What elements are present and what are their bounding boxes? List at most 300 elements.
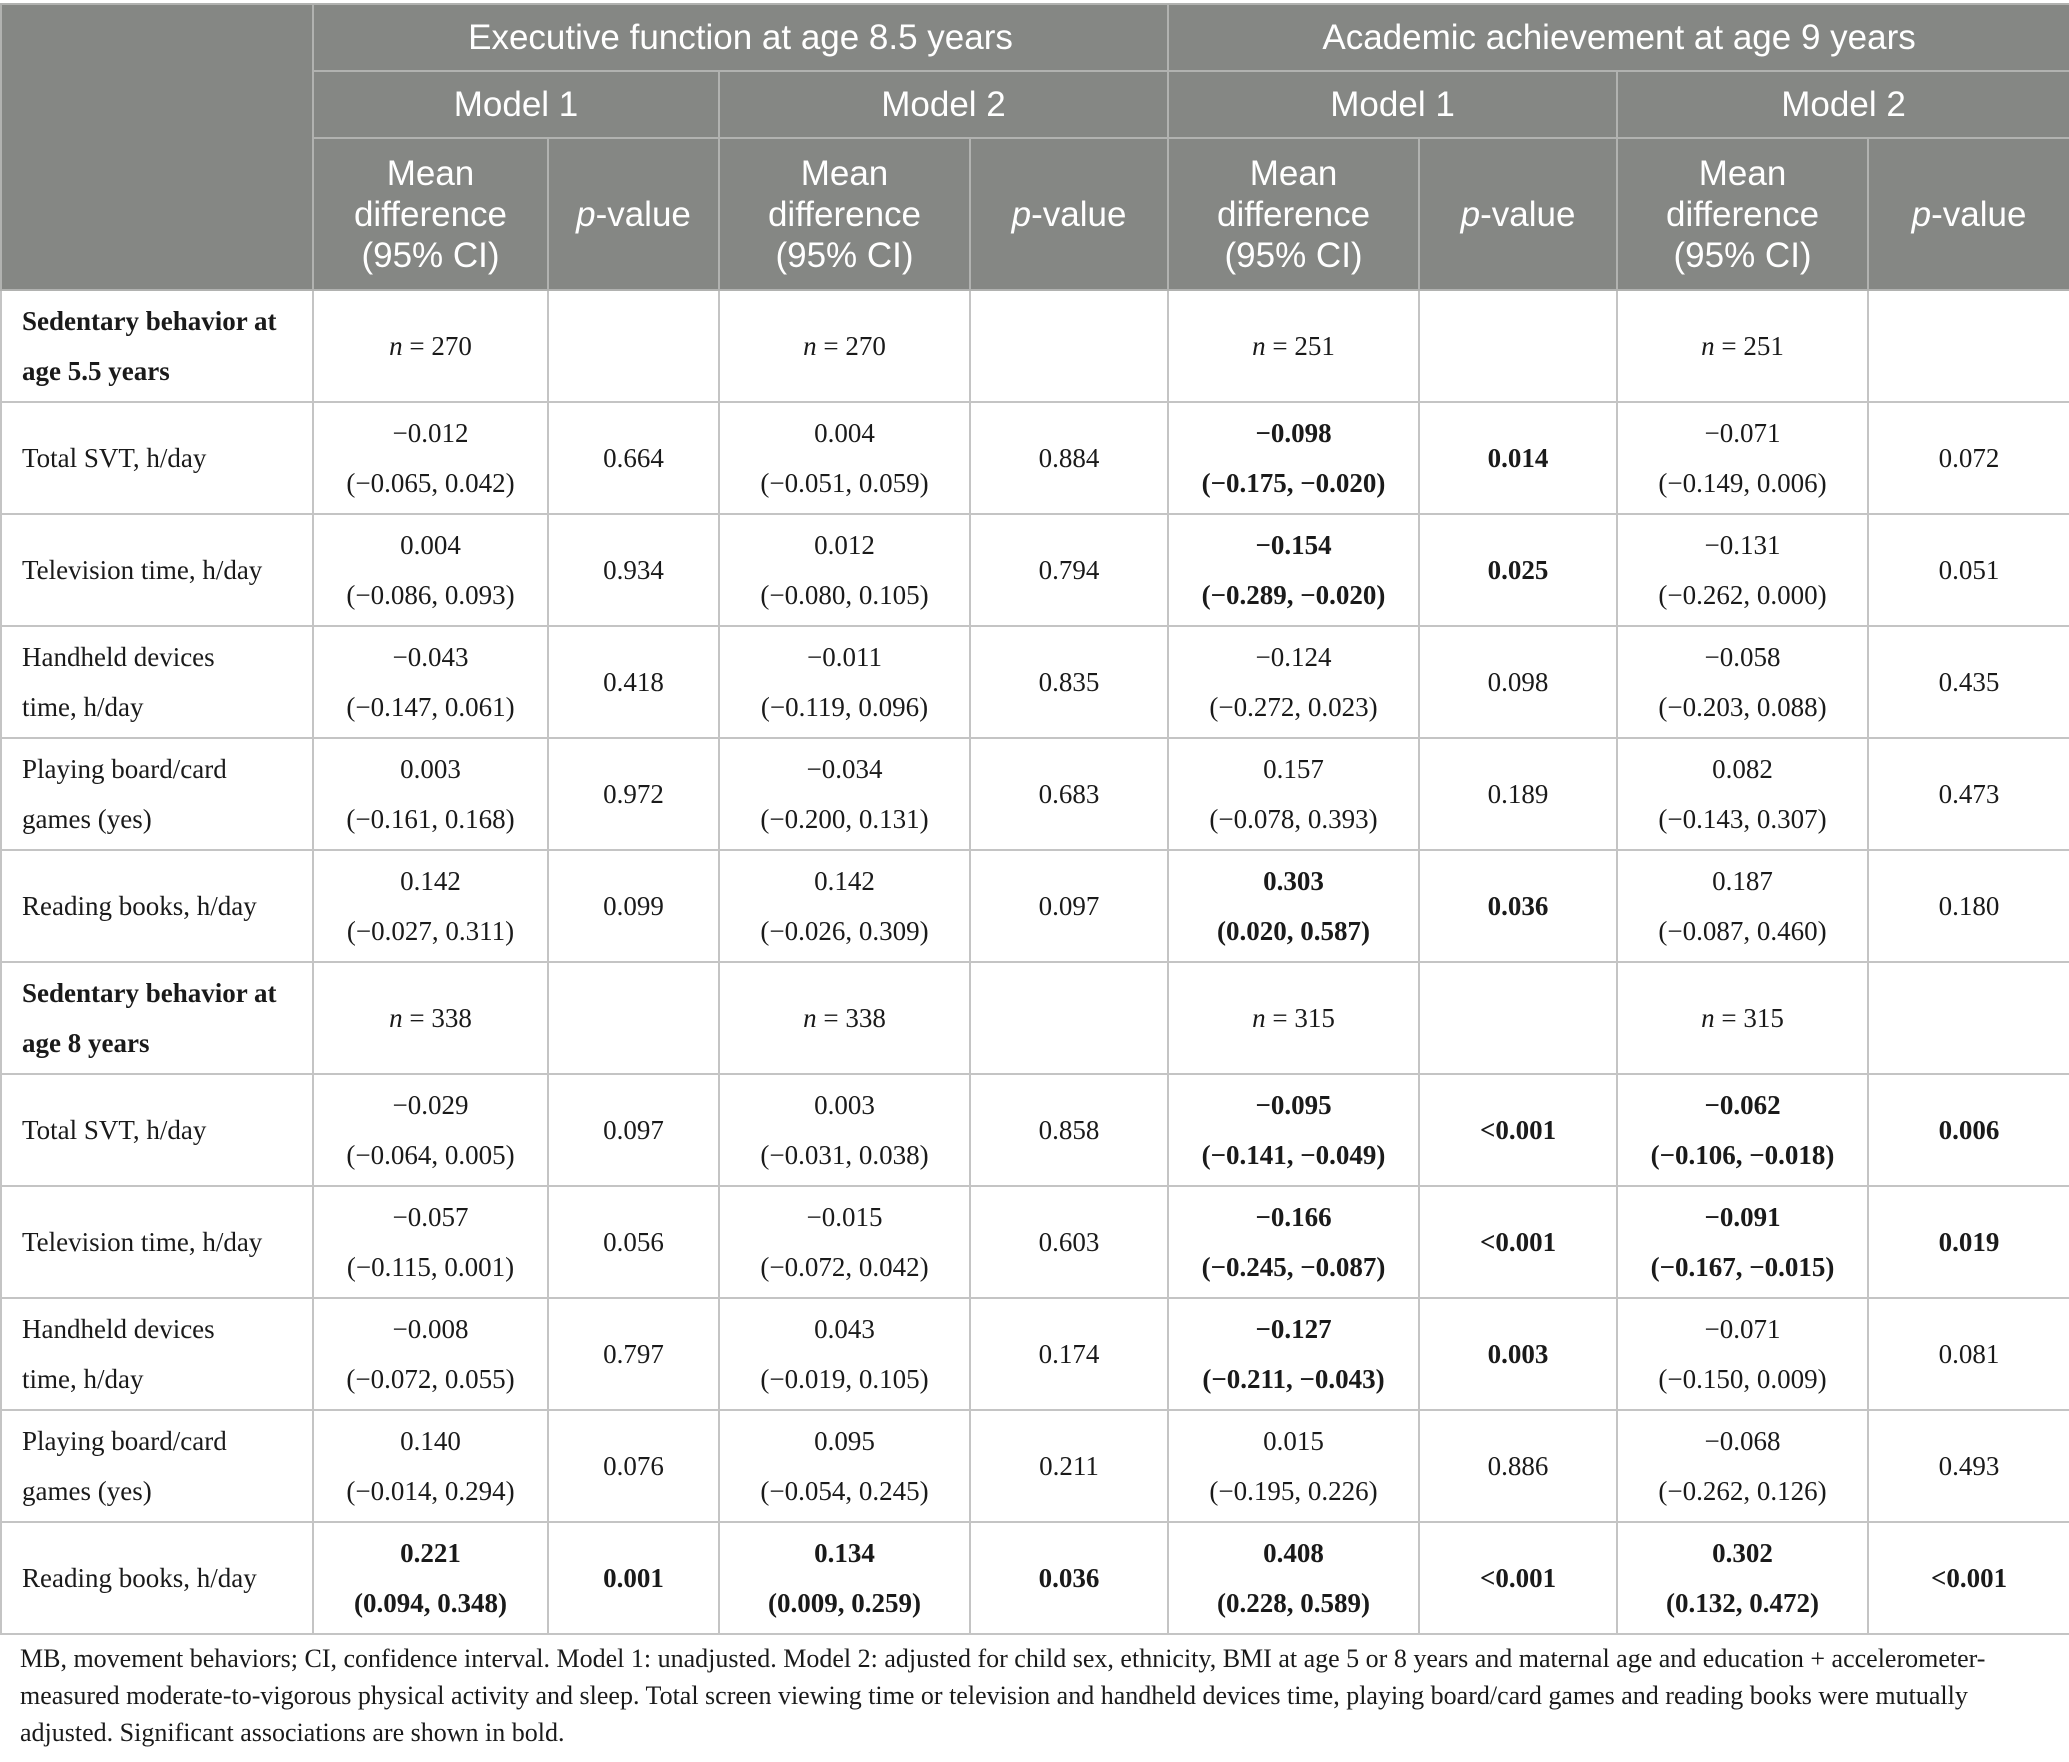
estimate-cell <box>719 1410 970 1522</box>
section-header-row <box>1 290 2069 402</box>
mean-difference: 0.015 <box>1263 1426 1324 1456</box>
confidence-interval: (−0.141, −0.049) <box>1201 1140 1386 1170</box>
p-value: 0.211 <box>1039 1451 1099 1481</box>
confidence-interval: (−0.019, 0.105) <box>760 1364 929 1394</box>
mean-difference: −0.029 <box>392 1090 469 1120</box>
mean-difference: −0.062 <box>1704 1090 1781 1120</box>
estimate-cell <box>1617 850 1868 962</box>
empty-cell <box>970 962 1168 1074</box>
mean-difference-header-line: difference <box>767 194 922 234</box>
row-label-line: Handheld devices <box>22 642 215 672</box>
empty-cell <box>1419 962 1617 1074</box>
p-value: 0.180 <box>1938 891 2000 921</box>
p-value: 0.072 <box>1938 443 2000 473</box>
p-value-cell <box>1419 1410 1617 1522</box>
mean-difference-header <box>313 138 548 290</box>
mean-difference: −0.043 <box>392 642 469 672</box>
confidence-interval: (−0.245, −0.087) <box>1201 1252 1386 1282</box>
row-label-line: Television time, h/day <box>22 555 263 585</box>
p-value: 0.014 <box>1487 443 1549 473</box>
confidence-interval: (−0.078, 0.393) <box>1209 804 1378 834</box>
estimate-cell <box>719 1186 970 1298</box>
confidence-interval: (−0.211, −0.043) <box>1202 1364 1385 1394</box>
p-value-cell <box>970 1298 1168 1410</box>
estimate-cell <box>313 1074 548 1186</box>
p-value: 0.493 <box>1938 1451 2000 1481</box>
estimate-cell <box>719 1074 970 1186</box>
estimate-cell <box>1168 1298 1419 1410</box>
p-value: 0.664 <box>603 443 664 473</box>
p-value: 0.934 <box>603 555 664 585</box>
p-value-cell <box>548 1410 719 1522</box>
p-value: 0.098 <box>1487 667 1549 697</box>
confidence-interval: (−0.065, 0.042) <box>346 468 515 498</box>
empty-cell <box>548 290 719 402</box>
table-row <box>1 1410 2069 1522</box>
estimate-cell <box>1168 1186 1419 1298</box>
confidence-interval: (−0.149, 0.006) <box>1658 468 1827 498</box>
mean-difference: −0.154 <box>1255 530 1332 560</box>
mean-difference: 0.302 <box>1712 1538 1773 1568</box>
p-value-cell <box>548 1186 719 1298</box>
mean-difference: −0.034 <box>806 754 883 784</box>
estimate-cell <box>719 626 970 738</box>
estimate-cell <box>1168 514 1419 626</box>
confidence-interval: (−0.272, 0.023) <box>1209 692 1378 722</box>
mean-difference: 0.134 <box>814 1538 875 1568</box>
estimate-cell <box>719 1298 970 1410</box>
p-value: 0.797 <box>603 1339 664 1369</box>
p-value-cell <box>1868 626 2069 738</box>
p-value: 0.056 <box>603 1227 664 1257</box>
empty-cell <box>1868 290 2069 402</box>
mean-difference-header-line: (95% CI) <box>1673 235 1812 275</box>
confidence-interval: (−0.014, 0.294) <box>346 1476 515 1506</box>
row-label <box>1 1074 313 1186</box>
p-value-cell <box>1419 514 1617 626</box>
p-value-cell <box>1419 402 1617 514</box>
confidence-interval: (−0.262, 0.000) <box>1658 580 1827 610</box>
row-label-line: Handheld devices <box>22 1314 215 1344</box>
p-value: <0.001 <box>1479 1115 1557 1145</box>
p-value-cell <box>970 1074 1168 1186</box>
estimate-cell <box>719 850 970 962</box>
row-label-line: Reading books, h/day <box>22 891 257 921</box>
p-value-header <box>1868 138 2069 290</box>
empty-cell <box>1868 962 2069 1074</box>
group-header-academic: Academic achievement at age 9 years <box>1168 4 2069 71</box>
mean-difference: 0.082 <box>1712 754 1773 784</box>
table-body <box>1 290 2069 1634</box>
p-value-cell <box>1868 1298 2069 1410</box>
row-label-line: time, h/day <box>22 1364 144 1394</box>
p-value: 0.003 <box>1487 1339 1549 1369</box>
confidence-interval: (−0.150, 0.009) <box>1658 1364 1827 1394</box>
mean-difference: 0.003 <box>400 754 461 784</box>
estimate-cell <box>1617 1186 1868 1298</box>
p-value: 0.081 <box>1938 1339 2000 1369</box>
mean-difference: −0.068 <box>1704 1426 1781 1456</box>
mean-difference-header <box>1168 138 1419 290</box>
p-value-cell <box>970 1410 1168 1522</box>
row-label-line: Reading books, h/day <box>22 1563 257 1593</box>
p-value: 0.972 <box>603 779 664 809</box>
mean-difference: 0.142 <box>400 866 461 896</box>
confidence-interval: (0.009, 0.259) <box>768 1588 921 1618</box>
estimate-cell <box>1168 850 1419 962</box>
p-value-cell <box>970 1522 1168 1634</box>
mean-difference: −0.011 <box>807 642 882 672</box>
model-header: Model 1 <box>313 71 719 138</box>
confidence-interval: (0.228, 0.589) <box>1217 1588 1371 1618</box>
confidence-interval: (−0.262, 0.126) <box>1658 1476 1827 1506</box>
p-value-cell <box>548 738 719 850</box>
estimate-cell <box>1168 626 1419 738</box>
table-row <box>1 1522 2069 1634</box>
p-value-header <box>970 138 1168 290</box>
confidence-interval: (−0.115, 0.001) <box>346 1252 515 1282</box>
sample-size-cell <box>313 290 548 402</box>
confidence-interval: (−0.289, −0.020) <box>1201 580 1386 610</box>
confidence-interval: (−0.087, 0.460) <box>1658 916 1827 946</box>
sample-size-cell <box>719 962 970 1074</box>
table-row <box>1 1186 2069 1298</box>
estimate-cell <box>313 850 548 962</box>
sample-size: n = 315 <box>1252 1003 1335 1033</box>
mean-difference: −0.098 <box>1255 418 1332 448</box>
estimate-cell <box>719 738 970 850</box>
mean-difference: 0.004 <box>400 530 461 560</box>
p-value-cell <box>1419 1074 1617 1186</box>
row-label <box>1 402 313 514</box>
mean-difference: 0.303 <box>1263 866 1324 896</box>
confidence-interval: (−0.203, 0.088) <box>1658 692 1827 722</box>
confidence-interval: (−0.119, 0.096) <box>760 692 929 722</box>
mean-difference: −0.008 <box>392 1314 469 1344</box>
mean-difference-header-line: difference <box>1665 194 1820 234</box>
p-value: 0.794 <box>1038 555 1100 585</box>
estimate-cell <box>719 514 970 626</box>
table-row <box>1 1298 2069 1410</box>
sample-size: n = 315 <box>1701 1003 1784 1033</box>
confidence-interval: (−0.175, −0.020) <box>1201 468 1386 498</box>
results-table <box>0 3 2069 1635</box>
p-value: 0.019 <box>1938 1227 2000 1257</box>
estimate-cell <box>1617 1298 1868 1410</box>
estimate-cell <box>313 1186 548 1298</box>
confidence-interval: (−0.054, 0.245) <box>760 1476 929 1506</box>
mean-difference: −0.131 <box>1704 530 1781 560</box>
estimate-cell <box>1617 1522 1868 1634</box>
row-label-line: Playing board/card <box>22 754 227 784</box>
p-value-suffix: -value <box>595 194 691 234</box>
p-value-cell <box>970 626 1168 738</box>
p-value: 0.001 <box>603 1563 664 1593</box>
row-label <box>1 850 313 962</box>
estimate-cell <box>313 626 548 738</box>
mean-difference-header-line: Mean <box>800 153 889 193</box>
estimate-cell <box>1617 1074 1868 1186</box>
mean-difference-header-line: (95% CI) <box>1224 235 1363 275</box>
estimate-cell <box>1168 1522 1419 1634</box>
mean-difference: 0.004 <box>814 418 875 448</box>
p-value-cell <box>970 402 1168 514</box>
p-italic: p <box>576 194 596 234</box>
confidence-interval: (−0.147, 0.061) <box>346 692 515 722</box>
p-value: 0.174 <box>1038 1339 1100 1369</box>
p-value: <0.001 <box>1930 1563 2008 1593</box>
p-value: 0.099 <box>603 891 664 921</box>
confidence-interval: (−0.161, 0.168) <box>346 804 515 834</box>
section-title-line: age 5.5 years <box>22 356 170 386</box>
p-value-cell <box>1868 1186 2069 1298</box>
header-corner <box>1 4 313 290</box>
estimate-cell <box>1168 1410 1419 1522</box>
sample-size-cell <box>1617 290 1868 402</box>
confidence-interval: (0.020, 0.587) <box>1217 916 1371 946</box>
sample-size: n = 338 <box>803 1003 886 1033</box>
p-value-cell <box>1419 1298 1617 1410</box>
confidence-interval: (0.094, 0.348) <box>354 1588 507 1618</box>
p-value-cell <box>970 514 1168 626</box>
mean-difference: −0.058 <box>1704 642 1781 672</box>
p-value: 0.886 <box>1487 1451 1549 1481</box>
estimate-cell <box>313 1298 548 1410</box>
mean-difference-header <box>719 138 970 290</box>
p-value-header <box>548 138 719 290</box>
sample-size-cell <box>719 290 970 402</box>
confidence-interval: (−0.027, 0.311) <box>346 916 515 946</box>
mean-difference-header-line: Mean <box>1249 153 1338 193</box>
p-value: 0.835 <box>1038 667 1100 697</box>
sample-size-cell <box>1168 962 1419 1074</box>
empty-cell <box>1419 290 1617 402</box>
model-header: Model 1 <box>1168 71 1617 138</box>
table-row <box>1 626 2069 738</box>
p-value: 0.051 <box>1938 555 2000 585</box>
row-label <box>1 1522 313 1634</box>
section-title-line: age 8 years <box>22 1028 150 1058</box>
row-label-line: Television time, h/day <box>22 1227 263 1257</box>
mean-difference-header-line: difference <box>353 194 508 234</box>
row-label <box>1 1298 313 1410</box>
confidence-interval: (−0.031, 0.038) <box>760 1140 929 1170</box>
estimate-cell <box>1617 1410 1868 1522</box>
estimate-cell <box>1168 402 1419 514</box>
confidence-interval: (−0.051, 0.059) <box>760 468 929 498</box>
confidence-interval: (−0.143, 0.307) <box>1658 804 1827 834</box>
confidence-interval: (−0.106, −0.018) <box>1650 1140 1835 1170</box>
p-value-suffix: -value <box>1480 194 1576 234</box>
sample-size: n = 338 <box>389 1003 472 1033</box>
p-value: 0.418 <box>603 667 664 697</box>
p-value: <0.001 <box>1479 1563 1557 1593</box>
p-value-suffix: -value <box>1931 194 2027 234</box>
p-value-cell <box>548 626 719 738</box>
mean-difference: −0.015 <box>806 1202 883 1232</box>
section-title-line: Sedentary behavior at <box>22 306 277 336</box>
mean-difference-header-line: Mean <box>386 153 475 193</box>
p-value-cell <box>1419 738 1617 850</box>
p-italic: p <box>1911 194 1932 234</box>
p-value-cell <box>1419 1186 1617 1298</box>
mean-difference: 0.187 <box>1712 866 1773 896</box>
row-label-line: Playing board/card <box>22 1426 227 1456</box>
mean-difference: −0.091 <box>1704 1202 1781 1232</box>
p-value-cell <box>1868 1074 2069 1186</box>
p-value: 0.603 <box>1038 1227 1100 1257</box>
row-label <box>1 1410 313 1522</box>
p-value: 0.076 <box>603 1451 664 1481</box>
confidence-interval: (−0.064, 0.005) <box>346 1140 515 1170</box>
mean-difference: 0.140 <box>400 1426 461 1456</box>
table-footnote: MB, movement behaviors; CI, confidence interval. Model 1: unadjusted. Model 2: adjusted for child sex, ethnicity, BMI at age 5 or 8 years and maternal age and education + accelerometer-measured moderate-to-vigorous physical activity and sleep. Total screen viewing time or television and handheld devices time, playing board/card games and reading books were mutually adjusted. Significant associations are shown in bold. <box>20 1644 1986 1747</box>
p-value-cell <box>548 1298 719 1410</box>
table-row <box>1 402 2069 514</box>
mean-difference: −0.095 <box>1255 1090 1332 1120</box>
estimate-cell <box>313 1522 548 1634</box>
p-value-cell <box>1868 514 2069 626</box>
row-label-line: games (yes) <box>22 1476 152 1506</box>
row-label-line: time, h/day <box>22 692 144 722</box>
p-value-cell <box>1868 850 2069 962</box>
p-italic: p <box>1460 194 1481 234</box>
confidence-interval: (−0.167, −0.015) <box>1650 1252 1835 1282</box>
row-label-line: games (yes) <box>22 804 152 834</box>
confidence-interval: (−0.072, 0.055) <box>346 1364 515 1394</box>
mean-difference: 0.221 <box>400 1538 461 1568</box>
estimate-cell <box>1617 402 1868 514</box>
p-value-cell <box>1868 402 2069 514</box>
p-value-cell <box>1868 738 2069 850</box>
estimate-cell <box>313 402 548 514</box>
confidence-interval: (−0.200, 0.131) <box>760 804 929 834</box>
p-value-cell <box>1419 626 1617 738</box>
mean-difference: −0.127 <box>1255 1314 1332 1344</box>
table-row <box>1 738 2069 850</box>
mean-difference-header-line: (95% CI) <box>361 235 500 275</box>
p-value-cell <box>548 402 719 514</box>
mean-difference: 0.043 <box>814 1314 875 1344</box>
mean-difference: −0.166 <box>1255 1202 1332 1232</box>
p-value-cell <box>1419 1522 1617 1634</box>
row-label-line: Total SVT, h/day <box>22 443 207 473</box>
mean-difference: 0.003 <box>814 1090 875 1120</box>
estimate-cell <box>719 402 970 514</box>
section-title <box>1 962 313 1074</box>
mean-difference: −0.057 <box>392 1202 469 1232</box>
p-value-cell <box>548 1522 719 1634</box>
confidence-interval: (−0.072, 0.042) <box>760 1252 929 1282</box>
p-value: 0.025 <box>1487 555 1549 585</box>
empty-cell <box>970 290 1168 402</box>
row-label-line: Total SVT, h/day <box>22 1115 207 1145</box>
p-value: 0.036 <box>1487 891 1549 921</box>
mean-difference: −0.071 <box>1704 1314 1781 1344</box>
confidence-interval: (−0.086, 0.093) <box>346 580 515 610</box>
mean-difference-header <box>1617 138 1868 290</box>
estimate-cell <box>719 1522 970 1634</box>
row-label <box>1 738 313 850</box>
p-value: 0.189 <box>1487 779 1549 809</box>
p-value: 0.036 <box>1038 1563 1100 1593</box>
estimate-cell <box>313 514 548 626</box>
mean-difference: 0.157 <box>1263 754 1324 784</box>
mean-difference-header-line: difference <box>1216 194 1371 234</box>
mean-difference-header-line: Mean <box>1698 153 1787 193</box>
p-value: 0.858 <box>1038 1115 1100 1145</box>
table-row <box>1 850 2069 962</box>
row-label <box>1 626 313 738</box>
sample-size-cell <box>1168 290 1419 402</box>
sample-size: n = 270 <box>803 331 886 361</box>
mean-difference: −0.124 <box>1255 642 1332 672</box>
section-title <box>1 290 313 402</box>
p-value-cell <box>1419 850 1617 962</box>
p-value-cell <box>548 850 719 962</box>
estimate-cell <box>313 1410 548 1522</box>
sample-size-cell <box>1617 962 1868 1074</box>
p-value-cell <box>970 850 1168 962</box>
p-value: 0.473 <box>1938 779 2000 809</box>
p-value: 0.097 <box>603 1115 664 1145</box>
confidence-interval: (−0.080, 0.105) <box>760 580 929 610</box>
p-value-cell <box>970 1186 1168 1298</box>
mean-difference: 0.408 <box>1263 1538 1324 1568</box>
p-value-header <box>1419 138 1617 290</box>
section-title-line: Sedentary behavior at <box>22 978 277 1008</box>
p-value: 0.683 <box>1038 779 1100 809</box>
mean-difference: 0.142 <box>814 866 875 896</box>
estimate-cell <box>313 738 548 850</box>
p-value-cell <box>1868 1410 2069 1522</box>
estimate-cell <box>1617 626 1868 738</box>
p-value-cell <box>548 514 719 626</box>
p-value: 0.435 <box>1938 667 2000 697</box>
mean-difference: −0.012 <box>392 418 469 448</box>
p-value-suffix: -value <box>1031 194 1127 234</box>
model-header: Model 2 <box>719 71 1168 138</box>
mean-difference: −0.071 <box>1704 418 1781 448</box>
estimate-cell <box>1168 1074 1419 1186</box>
mean-difference-header-line: (95% CI) <box>775 235 914 275</box>
group-header-executive: Executive function at age 8.5 years <box>313 4 1168 71</box>
table-row <box>1 514 2069 626</box>
p-value-cell <box>1868 1522 2069 1634</box>
p-value-cell <box>548 1074 719 1186</box>
sample-size: n = 251 <box>1701 331 1784 361</box>
sample-size: n = 251 <box>1252 331 1335 361</box>
p-value: <0.001 <box>1479 1227 1557 1257</box>
estimate-cell <box>1617 738 1868 850</box>
confidence-interval: (−0.026, 0.309) <box>760 916 929 946</box>
sample-size-cell <box>313 962 548 1074</box>
p-value-cell <box>970 738 1168 850</box>
row-label <box>1 514 313 626</box>
confidence-interval: (−0.195, 0.226) <box>1209 1476 1378 1506</box>
p-value: 0.097 <box>1038 891 1100 921</box>
table-row <box>1 1074 2069 1186</box>
confidence-interval: (0.132, 0.472) <box>1666 1588 1820 1618</box>
model-header: Model 2 <box>1617 71 2069 138</box>
empty-cell <box>548 962 719 1074</box>
estimate-cell <box>1168 738 1419 850</box>
mean-difference: 0.012 <box>814 530 875 560</box>
sample-size: n = 270 <box>389 331 472 361</box>
table-header <box>1 4 2069 290</box>
section-header-row <box>1 962 2069 1074</box>
row-label <box>1 1186 313 1298</box>
